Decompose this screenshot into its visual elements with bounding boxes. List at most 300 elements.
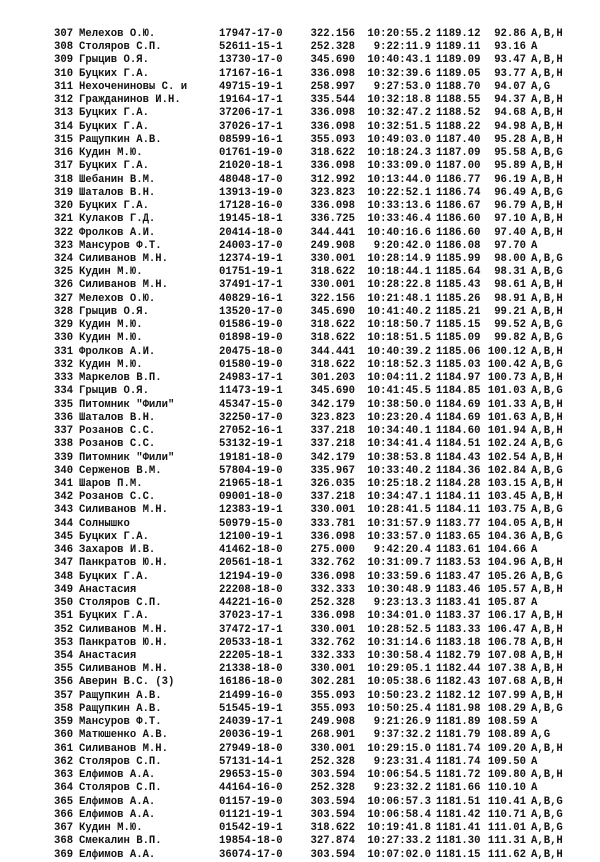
cell-owner-name: Кулаков Г.Д. [79, 213, 156, 226]
cell-owner-name: Розанов С.С. [79, 491, 156, 504]
table-row [0, 703, 600, 716]
cell-distance: 337.218 [310, 491, 355, 504]
cell-owner-name: Грыцив О.Я. [79, 54, 149, 67]
table-row [0, 399, 600, 412]
cell-rank: 342 [54, 491, 74, 504]
cell-ring-number: 20475-18-0 [219, 345, 283, 358]
cell-ring-number: 49715-19-1 [219, 80, 283, 93]
cell-owner-name: Кудин М.Ю. [79, 266, 143, 279]
cell-arrival-time: 10:18:24.3 [367, 147, 431, 160]
cell-points: 96.49 [494, 186, 526, 199]
cell-distance: 318.622 [310, 147, 355, 160]
cell-ring-number: 22208-18-0 [219, 583, 283, 596]
cell-class-codes: A,B,H [531, 623, 563, 636]
cell-arrival-time: 10:18:51.5 [367, 332, 431, 345]
cell-class-codes: A,B,G [531, 702, 563, 715]
cell-ring-number: 19854-18-0 [219, 835, 283, 848]
table-row [0, 372, 600, 385]
cell-speed: 1185.09 [436, 332, 481, 345]
cell-distance: 318.622 [310, 332, 355, 345]
cell-ring-number: 45347-15-0 [219, 398, 283, 411]
cell-class-codes: A,B,H [531, 398, 563, 411]
cell-arrival-time: 10:31:14.6 [367, 636, 431, 649]
cell-owner-name: Фролков А.И. [79, 345, 156, 358]
cell-ring-number: 57131-14-1 [219, 755, 283, 768]
table-row [0, 690, 600, 703]
cell-ring-number: 13913-19-0 [219, 186, 283, 199]
table-row [0, 147, 600, 160]
cell-rank: 330 [54, 332, 74, 345]
cell-speed: 1181.15 [436, 848, 481, 861]
cell-arrival-time: 10:07:02.0 [367, 848, 431, 861]
cell-owner-name: Кудин М.Ю. [79, 358, 143, 371]
cell-arrival-time: 10:25:18.2 [367, 477, 431, 490]
cell-class-codes: A,B,H [531, 67, 563, 80]
table-row [0, 438, 600, 451]
table-row [0, 346, 600, 359]
cell-class-codes: A,B,H [531, 345, 563, 358]
cell-class-codes: A,B,H [531, 213, 563, 226]
cell-class-codes: A,B,G [531, 319, 563, 332]
cell-distance: 252.328 [310, 597, 355, 610]
cell-points: 106.17 [487, 610, 526, 623]
cell-arrival-time: 10:30:48.9 [367, 583, 431, 596]
cell-arrival-time: 10:40:16.6 [367, 226, 431, 239]
cell-arrival-time: 9:37:32.2 [373, 729, 431, 742]
cell-ring-number: 13520-17-0 [219, 305, 283, 318]
cell-points: 103.15 [487, 477, 526, 490]
cell-distance: 330.001 [310, 504, 355, 517]
cell-distance: 312.992 [310, 173, 355, 186]
cell-ring-number: 19145-18-1 [219, 213, 283, 226]
cell-distance: 249.908 [310, 716, 355, 729]
cell-arrival-time: 10:33:59.6 [367, 570, 431, 583]
cell-ring-number: 21965-18-1 [219, 477, 283, 490]
cell-class-codes: A,B,H [531, 372, 563, 385]
table-row [0, 28, 600, 41]
cell-points: 102.54 [487, 451, 526, 464]
cell-ring-number: 09001-18-0 [219, 491, 283, 504]
cell-ring-number: 37026-17-1 [219, 120, 283, 133]
cell-speed: 1187.09 [436, 147, 481, 160]
cell-arrival-time: 9:21:26.9 [373, 716, 431, 729]
cell-rank: 343 [54, 504, 74, 517]
cell-distance: 330.001 [310, 252, 355, 265]
table-row [0, 54, 600, 67]
cell-class-codes: A,B,G [531, 504, 563, 517]
cell-owner-name: Шаталов В.Н. [79, 411, 156, 424]
table-row [0, 610, 600, 623]
cell-class-codes: A,B,H [531, 491, 563, 504]
table-row [0, 531, 600, 544]
cell-distance: 252.328 [310, 782, 355, 795]
cell-speed: 1184.11 [436, 504, 481, 517]
cell-class-codes: A,B,H [531, 689, 563, 702]
cell-rank: 341 [54, 477, 74, 490]
cell-arrival-time: 10:19:41.8 [367, 822, 431, 835]
cell-speed: 1187.40 [436, 133, 481, 146]
table-row [0, 174, 600, 187]
cell-class-codes: A,B,H [531, 663, 563, 676]
cell-owner-name: Анастасия [79, 650, 137, 663]
cell-class-codes: A,B,H [531, 28, 563, 40]
cell-ring-number: 01898-19-0 [219, 332, 283, 345]
cell-rank: 356 [54, 676, 74, 689]
cell-ring-number: 21020-18-1 [219, 160, 283, 173]
cell-rank: 350 [54, 597, 74, 610]
cell-ring-number: 37206-17-1 [219, 107, 283, 120]
cell-class-codes: A [531, 755, 538, 768]
cell-distance: 355.093 [310, 702, 355, 715]
table-row [0, 107, 600, 120]
cell-distance: 336.098 [310, 530, 355, 543]
cell-points: 101.03 [487, 385, 526, 398]
cell-rank: 339 [54, 451, 74, 464]
cell-distance: 323.823 [310, 411, 355, 424]
cell-arrival-time: 10:38:50.0 [367, 398, 431, 411]
cell-owner-name: Столяров С.П. [79, 755, 162, 768]
cell-class-codes: A,B,H [531, 451, 563, 464]
cell-rank: 334 [54, 385, 74, 398]
cell-class-codes: A [531, 41, 538, 54]
cell-class-codes: A,B,H [531, 557, 563, 570]
table-row [0, 452, 600, 465]
cell-rank: 360 [54, 729, 74, 742]
cell-points: 109.50 [487, 755, 526, 768]
cell-rank: 369 [54, 848, 74, 861]
cell-rank: 340 [54, 464, 74, 477]
cell-distance: 345.690 [310, 305, 355, 318]
cell-owner-name: Панкратов Ю.Н. [79, 557, 169, 570]
cell-class-codes: A,B,H [531, 200, 563, 213]
cell-owner-name: Елфимов А.А. [79, 795, 156, 808]
cell-class-codes: A,B,H [531, 411, 563, 424]
cell-class-codes: A [531, 597, 538, 610]
cell-distance: 330.001 [310, 663, 355, 676]
cell-arrival-time: 9:23:31.4 [373, 755, 431, 768]
cell-distance: 336.098 [310, 200, 355, 213]
cell-ring-number: 44221-16-0 [219, 597, 283, 610]
cell-owner-name: Кудин М.Ю. [79, 319, 143, 332]
cell-points: 94.98 [494, 120, 526, 133]
cell-rank: 327 [54, 292, 74, 305]
cell-points: 98.91 [494, 292, 526, 305]
cell-owner-name: Буцких Г.А. [79, 67, 149, 80]
cell-ring-number: 08599-16-1 [219, 133, 283, 146]
cell-arrival-time: 10:20:55.2 [367, 28, 431, 40]
table-row [0, 796, 600, 809]
cell-ring-number: 32250-17-0 [219, 411, 283, 424]
table-row [0, 663, 600, 676]
cell-owner-name: Фролков А.И. [79, 226, 156, 239]
cell-ring-number: 17128-16-0 [219, 200, 283, 213]
cell-class-codes: A [531, 239, 538, 252]
table-row [0, 716, 600, 729]
table-row [0, 478, 600, 491]
cell-ring-number: 20414-18-0 [219, 226, 283, 239]
cell-points: 97.10 [494, 213, 526, 226]
cell-distance: 268.901 [310, 729, 355, 742]
cell-owner-name: Ращупкин А.В. [79, 133, 162, 146]
cell-distance: 342.179 [310, 398, 355, 411]
cell-points: 98.31 [494, 266, 526, 279]
cell-rank: 311 [54, 80, 74, 93]
cell-distance: 345.690 [310, 385, 355, 398]
cell-rank: 367 [54, 822, 74, 835]
cell-points: 105.87 [487, 597, 526, 610]
cell-distance: 336.098 [310, 610, 355, 623]
cell-speed: 1183.37 [436, 610, 481, 623]
cell-points: 101.63 [487, 411, 526, 424]
table-row [0, 68, 600, 81]
table-row [0, 41, 600, 54]
cell-speed: 1183.18 [436, 636, 481, 649]
cell-speed: 1184.85 [436, 385, 481, 398]
cell-arrival-time: 10:38:53.8 [367, 451, 431, 464]
table-row [0, 319, 600, 332]
cell-class-codes: A,B,G [531, 808, 563, 821]
cell-speed: 1181.42 [436, 808, 481, 821]
cell-distance: 318.622 [310, 266, 355, 279]
cell-owner-name: Серженов В.М. [79, 464, 162, 477]
cell-speed: 1183.33 [436, 623, 481, 636]
cell-owner-name: Силиванов М.Н. [79, 663, 169, 676]
cell-points: 99.82 [494, 332, 526, 345]
cell-rank: 362 [54, 755, 74, 768]
cell-points: 111.01 [487, 822, 526, 835]
cell-rank: 322 [54, 226, 74, 239]
cell-speed: 1181.51 [436, 795, 481, 808]
cell-ring-number: 01121-19-1 [219, 808, 283, 821]
cell-points: 96.19 [494, 173, 526, 186]
cell-arrival-time: 10:29:15.0 [367, 742, 431, 755]
cell-points: 103.45 [487, 491, 526, 504]
cell-distance: 303.594 [310, 795, 355, 808]
cell-class-codes: A,B,H [531, 835, 563, 848]
cell-points: 103.75 [487, 504, 526, 517]
cell-speed: 1188.52 [436, 107, 481, 120]
cell-owner-name: Матюшенко А.В. [79, 729, 169, 742]
cell-distance: 332.333 [310, 650, 355, 663]
cell-arrival-time: 10:06:54.5 [367, 769, 431, 782]
cell-distance: 336.098 [310, 160, 355, 173]
cell-ring-number: 36074-17-0 [219, 848, 283, 861]
cell-speed: 1185.64 [436, 266, 481, 279]
cell-points: 107.99 [487, 689, 526, 702]
cell-class-codes: A [531, 544, 538, 557]
cell-speed: 1184.97 [436, 372, 481, 385]
cell-distance: 344.441 [310, 345, 355, 358]
cell-arrival-time: 10:13:44.0 [367, 173, 431, 186]
cell-distance: 342.179 [310, 451, 355, 464]
cell-rank: 337 [54, 425, 74, 438]
cell-speed: 1181.41 [436, 822, 481, 835]
cell-ring-number: 12194-19-0 [219, 570, 283, 583]
cell-owner-name: Кудин М.Ю. [79, 147, 143, 160]
cell-speed: 1183.53 [436, 557, 481, 570]
cell-rank: 363 [54, 769, 74, 782]
cell-arrival-time: 10:06:57.3 [367, 795, 431, 808]
cell-points: 97.70 [494, 239, 526, 252]
cell-speed: 1186.74 [436, 186, 481, 199]
cell-class-codes: A [531, 716, 538, 729]
cell-distance: 337.218 [310, 425, 355, 438]
table-row [0, 504, 600, 517]
cell-ring-number: 01542-19-1 [219, 822, 283, 835]
cell-owner-name: Смекалин В.П. [79, 835, 162, 848]
cell-speed: 1181.74 [436, 755, 481, 768]
cell-rank: 308 [54, 41, 74, 54]
cell-ring-number: 01580-19-0 [219, 358, 283, 371]
cell-distance: 330.001 [310, 279, 355, 292]
cell-distance: 335.544 [310, 94, 355, 107]
cell-class-codes: A,B,G [531, 358, 563, 371]
table-row [0, 624, 600, 637]
cell-distance: 335.967 [310, 464, 355, 477]
cell-speed: 1188.55 [436, 94, 481, 107]
cell-speed: 1185.03 [436, 358, 481, 371]
cell-arrival-time: 10:41:45.5 [367, 385, 431, 398]
cell-class-codes: A,B,H [531, 650, 563, 663]
cell-points: 95.89 [494, 160, 526, 173]
cell-speed: 1186.67 [436, 200, 481, 213]
table-row [0, 769, 600, 782]
cell-rank: 331 [54, 345, 74, 358]
cell-arrival-time: 10:27:33.2 [367, 835, 431, 848]
cell-ring-number: 22205-18-1 [219, 650, 283, 663]
cell-points: 110.10 [487, 782, 526, 795]
cell-arrival-time: 10:22:52.1 [367, 186, 431, 199]
cell-rank: 366 [54, 808, 74, 821]
cell-points: 101.33 [487, 398, 526, 411]
cell-points: 99.21 [494, 305, 526, 318]
cell-distance: 355.093 [310, 133, 355, 146]
table-row [0, 809, 600, 822]
cell-distance: 326.035 [310, 477, 355, 490]
table-row [0, 227, 600, 240]
cell-class-codes: A,B,G [531, 530, 563, 543]
cell-arrival-time: 10:50:23.2 [367, 689, 431, 702]
cell-ring-number: 44164-16-0 [219, 782, 283, 795]
cell-points: 110.41 [487, 795, 526, 808]
table-row [0, 822, 600, 835]
cell-owner-name: Силиванов М.Н. [79, 742, 169, 755]
cell-class-codes: A,B,H [531, 279, 563, 292]
cell-rank: 321 [54, 213, 74, 226]
cell-class-codes: A,B,G [531, 186, 563, 199]
cell-distance: 336.098 [310, 120, 355, 133]
cell-points: 99.52 [494, 319, 526, 332]
cell-ring-number: 21499-16-0 [219, 689, 283, 702]
table-row [0, 200, 600, 213]
cell-class-codes: A,B,H [531, 636, 563, 649]
cell-rank: 326 [54, 279, 74, 292]
cell-points: 92.86 [494, 28, 526, 40]
cell-rank: 359 [54, 716, 74, 729]
cell-points: 97.40 [494, 226, 526, 239]
cell-arrival-time: 10:41:40.2 [367, 305, 431, 318]
table-row [0, 544, 600, 557]
cell-rank: 329 [54, 319, 74, 332]
cell-owner-name: Розанов С.С. [79, 425, 156, 438]
cell-points: 102.84 [487, 464, 526, 477]
cell-speed: 1189.05 [436, 67, 481, 80]
cell-distance: 332.762 [310, 557, 355, 570]
cell-class-codes: A,B,H [531, 160, 563, 173]
cell-arrival-time: 9:23:32.2 [373, 782, 431, 795]
cell-class-codes: A,G [531, 80, 551, 93]
cell-rank: 348 [54, 570, 74, 583]
cell-rank: 357 [54, 689, 74, 702]
cell-owner-name: Елфимов А.А. [79, 848, 156, 861]
table-row [0, 279, 600, 292]
cell-speed: 1184.60 [436, 425, 481, 438]
cell-owner-name: Шебанин В.М. [79, 173, 156, 186]
cell-speed: 1189.09 [436, 54, 481, 67]
cell-ring-number: 37472-17-1 [219, 623, 283, 636]
cell-arrival-time: 10:28:41.5 [367, 504, 431, 517]
cell-rank: 352 [54, 623, 74, 636]
cell-arrival-time: 10:21:48.1 [367, 292, 431, 305]
cell-ring-number: 29653-15-0 [219, 769, 283, 782]
cell-points: 96.79 [494, 200, 526, 213]
cell-arrival-time: 10:18:50.7 [367, 319, 431, 332]
cell-rank: 333 [54, 372, 74, 385]
cell-speed: 1181.30 [436, 835, 481, 848]
cell-ring-number: 19181-18-0 [219, 451, 283, 464]
cell-distance: 355.093 [310, 689, 355, 702]
cell-speed: 1184.11 [436, 491, 481, 504]
cell-owner-name: Кудин М.Ю. [79, 822, 143, 835]
cell-arrival-time: 10:32:51.5 [367, 120, 431, 133]
cell-ring-number: 37491-17-1 [219, 279, 283, 292]
cell-ring-number: 24983-17-1 [219, 372, 283, 385]
cell-class-codes: A,B,H [531, 425, 563, 438]
cell-ring-number: 51545-19-1 [219, 702, 283, 715]
cell-speed: 1184.69 [436, 411, 481, 424]
cell-speed: 1188.70 [436, 80, 481, 93]
cell-rank: 314 [54, 120, 74, 133]
cell-points: 111.31 [487, 835, 526, 848]
cell-rank: 354 [54, 650, 74, 663]
cell-owner-name: Маркелов В.П. [79, 372, 162, 385]
cell-distance: 303.594 [310, 808, 355, 821]
cell-rank: 319 [54, 186, 74, 199]
cell-owner-name: Кудин М.Ю. [79, 332, 143, 345]
cell-class-codes: A,G [531, 729, 551, 742]
cell-distance: 303.594 [310, 769, 355, 782]
cell-owner-name: Шаталов В.Н. [79, 186, 156, 199]
cell-ring-number: 41462-18-0 [219, 544, 283, 557]
cell-ring-number: 48048-17-0 [219, 173, 283, 186]
cell-points: 108.29 [487, 702, 526, 715]
cell-speed: 1185.43 [436, 279, 481, 292]
cell-points: 93.47 [494, 54, 526, 67]
cell-distance: 330.001 [310, 742, 355, 755]
cell-points: 108.59 [487, 716, 526, 729]
cell-speed: 1183.46 [436, 583, 481, 596]
cell-class-codes: A,B,G [531, 822, 563, 835]
cell-points: 106.78 [487, 636, 526, 649]
cell-rank: 368 [54, 835, 74, 848]
cell-ring-number: 40829-16-1 [219, 292, 283, 305]
cell-owner-name: Аверин В.С. (3) [79, 676, 175, 689]
cell-class-codes: A,B,H [531, 292, 563, 305]
cell-speed: 1181.89 [436, 716, 481, 729]
cell-ring-number: 27052-16-1 [219, 425, 283, 438]
cell-ring-number: 27949-18-0 [219, 742, 283, 755]
cell-distance: 323.823 [310, 186, 355, 199]
